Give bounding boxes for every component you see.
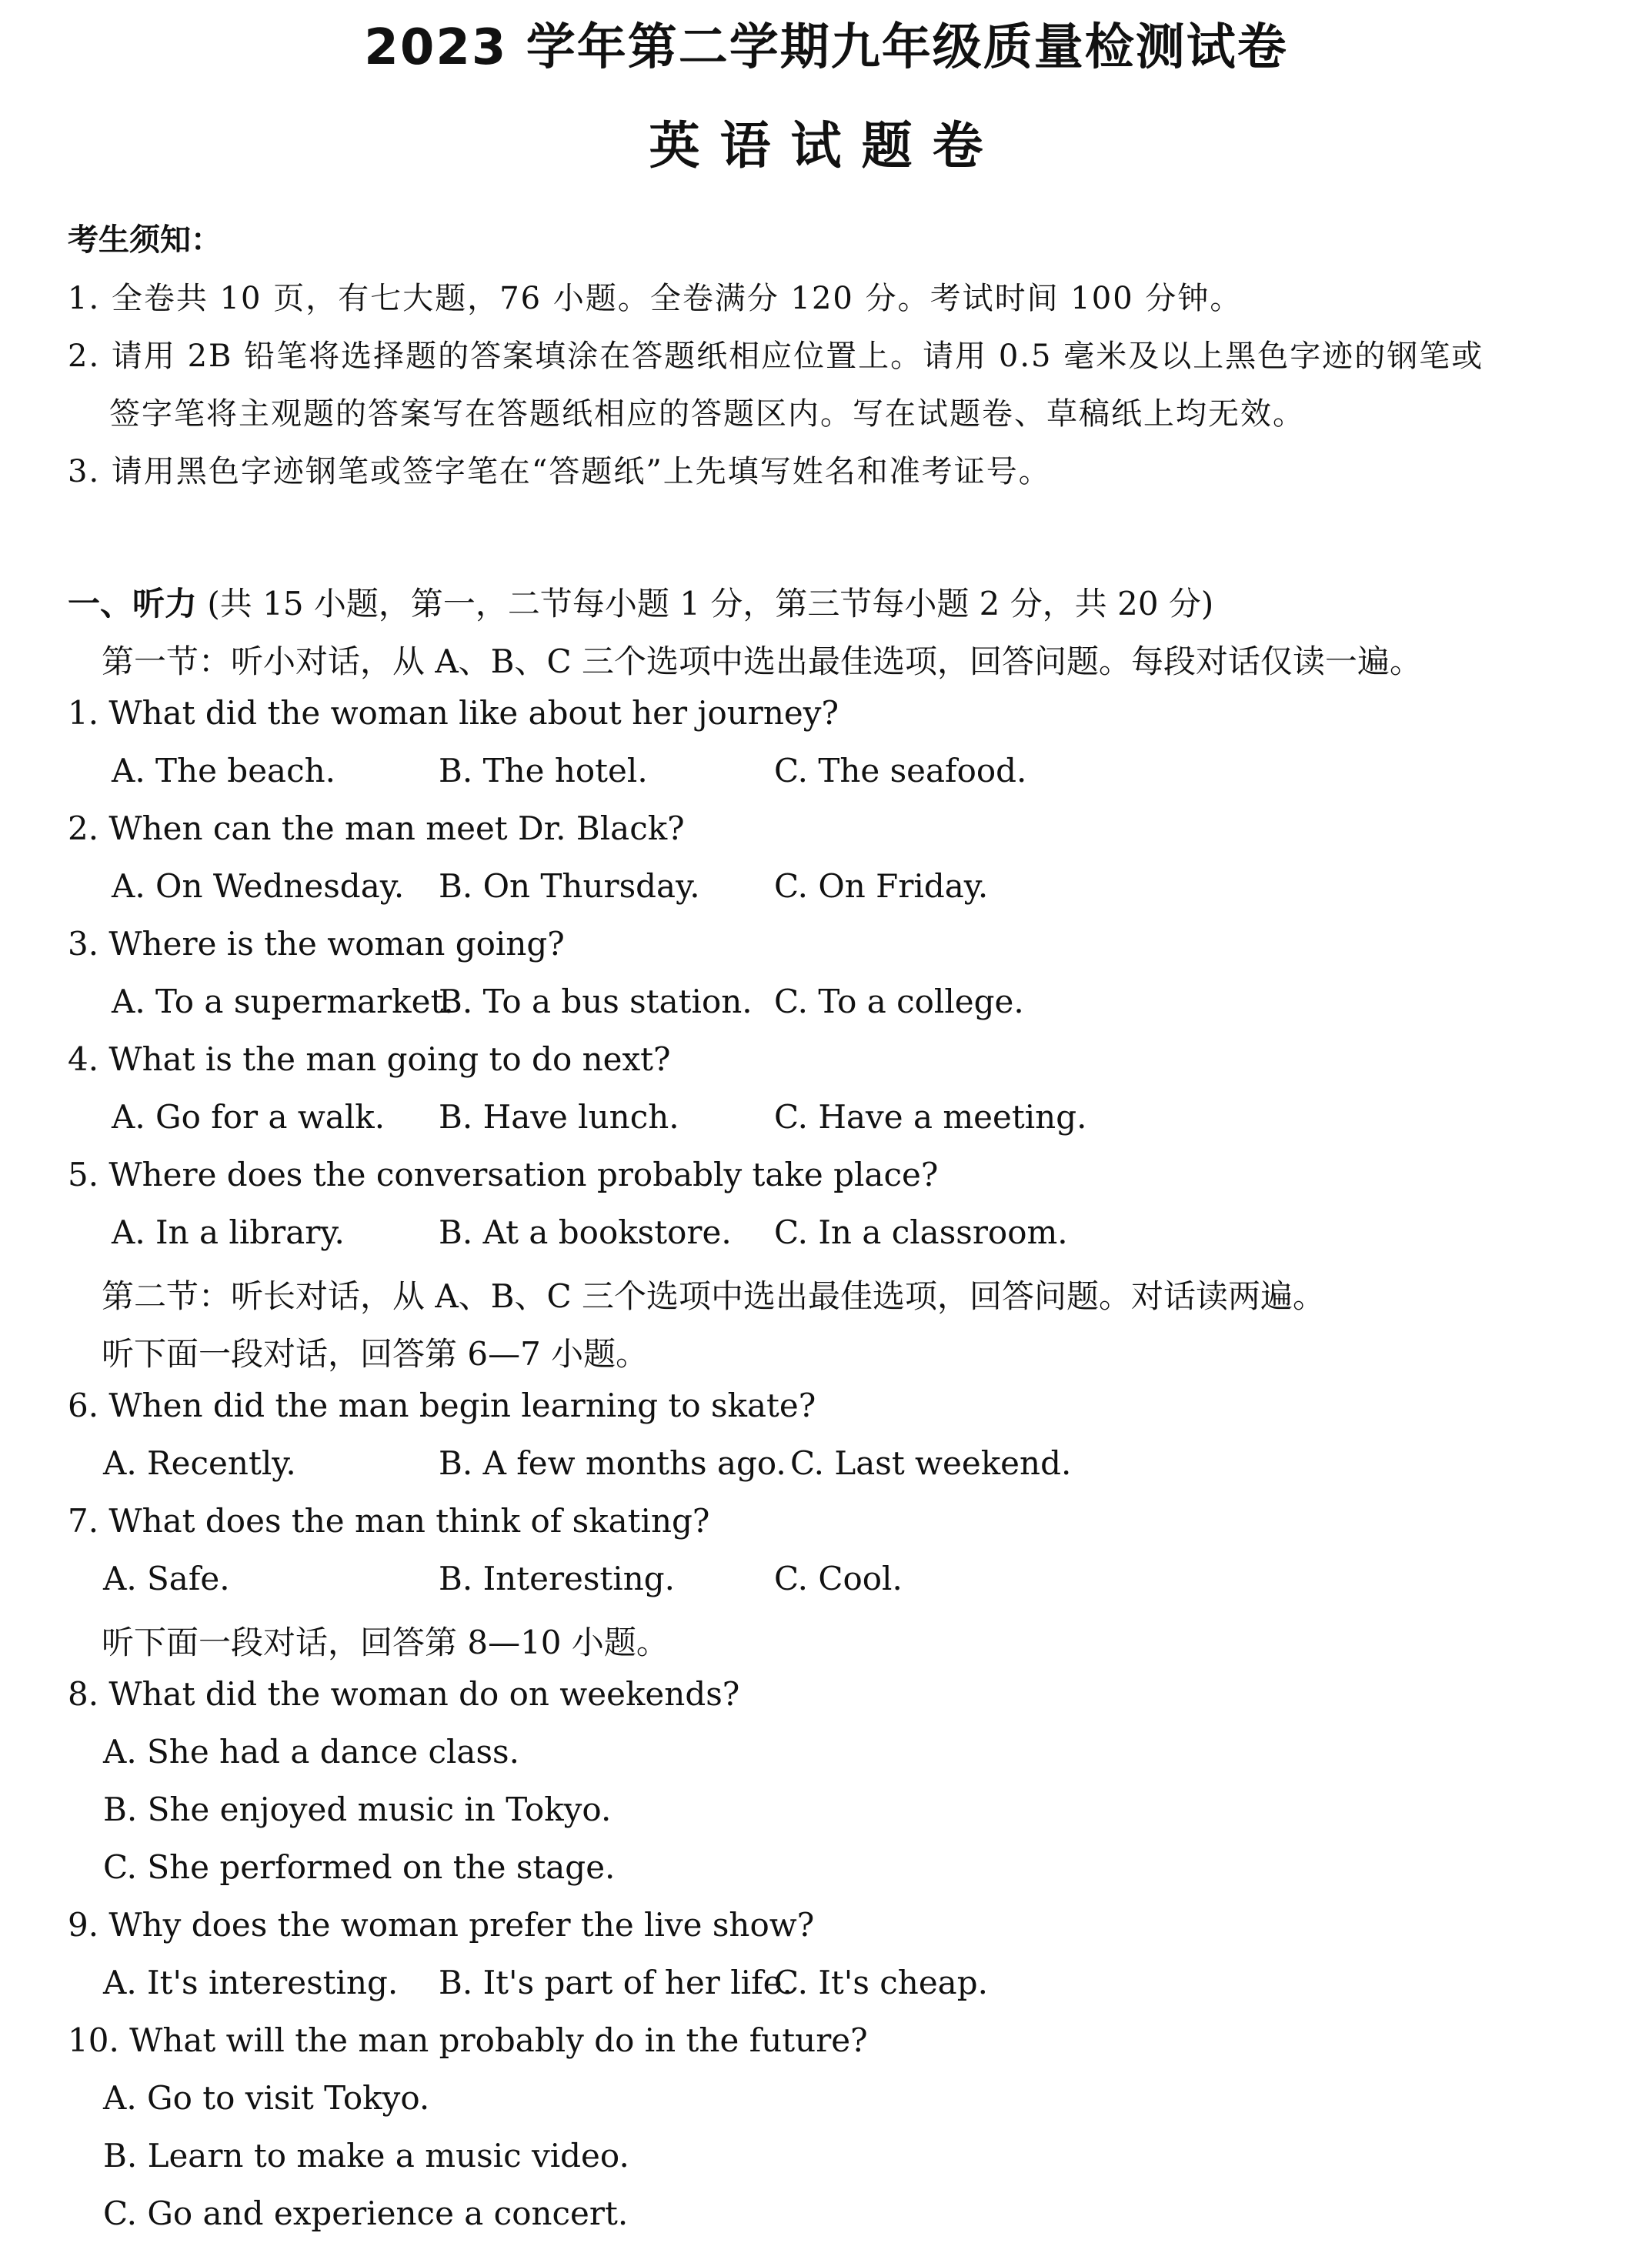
q3-option-a: A. To a supermarket.: [112, 983, 454, 1020]
q2-option-c: C. On Friday.: [774, 867, 989, 905]
notice-item: 签字笔将主观题的答案写在答题纸相应的答题区内。写在试题卷、草稿纸上均无效。: [109, 396, 1305, 432]
q10-option-c: C. Go and experience a concert.: [103, 2195, 629, 2232]
question-4: 4. What is the man going to do next?: [68, 1040, 671, 1078]
q1-option-b: B. The hotel.: [439, 752, 648, 789]
q8-option-c: C. She performed on the stage.: [103, 1848, 616, 1886]
q2-option-b: B. On Thursday.: [439, 867, 700, 905]
q7-option-c: C. Cool.: [774, 1560, 903, 1597]
q6-option-a: A. Recently.: [103, 1444, 296, 1482]
section-label: 一、听力: [68, 585, 198, 622]
notice-item: 3. 请用黑色字迹钢笔或签字笔在“答题纸”上先填写姓名和准考证号。: [68, 454, 1051, 489]
q1-option-a: A. The beach.: [112, 752, 336, 789]
q9-option-c: C. It's cheap.: [774, 1964, 988, 2001]
q10-option-a: A. Go to visit Tokyo.: [103, 2079, 430, 2117]
q3-option-b: B. To a bus station.: [439, 983, 753, 1020]
q4-option-a: A. Go for a walk.: [112, 1098, 385, 1136]
q5-option-b: B. At a bookstore.: [439, 1213, 732, 1251]
question-1: 1. What did the woman like about her journey?: [68, 694, 839, 732]
q7-option-a: A. Safe.: [103, 1560, 230, 1597]
exam-title: 2023 学年第二学期九年级质量检测试卷: [364, 19, 1288, 76]
q9-option-a: A. It's interesting.: [103, 1964, 399, 2001]
part2-instruction: 第二节：听长对话，从 A、B、C 三个选项中选出最佳选项，回答问题。对话读两遍。: [102, 1277, 1326, 1315]
notice-heading: 考生须知：: [68, 222, 222, 258]
question-10: 10. What will the man probably do in the future?: [68, 2021, 868, 2059]
question-8: 8. What did the woman do on weekends?: [68, 1675, 740, 1713]
notice-item: 2. 请用 2B 铅笔将选择题的答案填涂在答题纸相应位置上。请用 0.5 毫米及以上黑色字迹的钢笔或: [68, 339, 1484, 374]
question-5: 5. Where does the conversation probably take place?: [68, 1156, 939, 1193]
dialog-instruction-6-7: 听下面一段对话，回答第 6—7 小题。: [102, 1335, 649, 1373]
q5-option-c: C. In a classroom.: [774, 1213, 1068, 1251]
dialog-instruction-8-10: 听下面一段对话，回答第 8—10 小题。: [102, 1624, 669, 1661]
notice-item: 1. 全卷共 10 页，有七大题，76 小题。全卷满分 120 分。考试时间 100 分钟。: [68, 281, 1243, 316]
q3-option-c: C. To a college.: [774, 983, 1024, 1020]
q5-option-a: A. In a library.: [112, 1213, 345, 1251]
part1-instruction: 第一节：听小对话，从 A、B、C 三个选项中选出最佳选项，回答问题。每段对话仅读一遍。: [102, 643, 1423, 680]
section-heading: [68, 579, 1213, 625]
q10-option-b: B. Learn to make a music video.: [103, 2137, 629, 2175]
q6-option-b: B. A few months ago.: [439, 1444, 786, 1482]
section-description: (共 15 小题，第一，二节每小题 1 分，第三节每小题 2 分，共 20 分): [207, 585, 1214, 622]
exam-subtitle: 英语试题卷: [649, 116, 1003, 175]
question-3: 3. Where is the woman going?: [68, 925, 565, 963]
question-7: 7. What does the man think of skating?: [68, 1502, 710, 1540]
q7-option-b: B. Interesting.: [439, 1560, 676, 1597]
q8-option-b: B. She enjoyed music in Tokyo.: [103, 1791, 612, 1828]
q1-option-c: C. The seafood.: [774, 752, 1027, 789]
q9-option-b: B. It's part of her life.: [439, 1964, 793, 2001]
q8-option-a: A. She had a dance class.: [103, 1733, 519, 1771]
q6-option-c: C. Last weekend.: [790, 1444, 1072, 1482]
q4-option-b: B. Have lunch.: [439, 1098, 679, 1136]
question-6: 6. When did the man begin learning to skate?: [68, 1387, 816, 1424]
q2-option-a: A. On Wednesday.: [112, 867, 405, 905]
q4-option-c: C. Have a meeting.: [774, 1098, 1087, 1136]
question-9: 9. Why does the woman prefer the live show?: [68, 1906, 815, 1944]
question-2: 2. When can the man meet Dr. Black?: [68, 809, 685, 847]
